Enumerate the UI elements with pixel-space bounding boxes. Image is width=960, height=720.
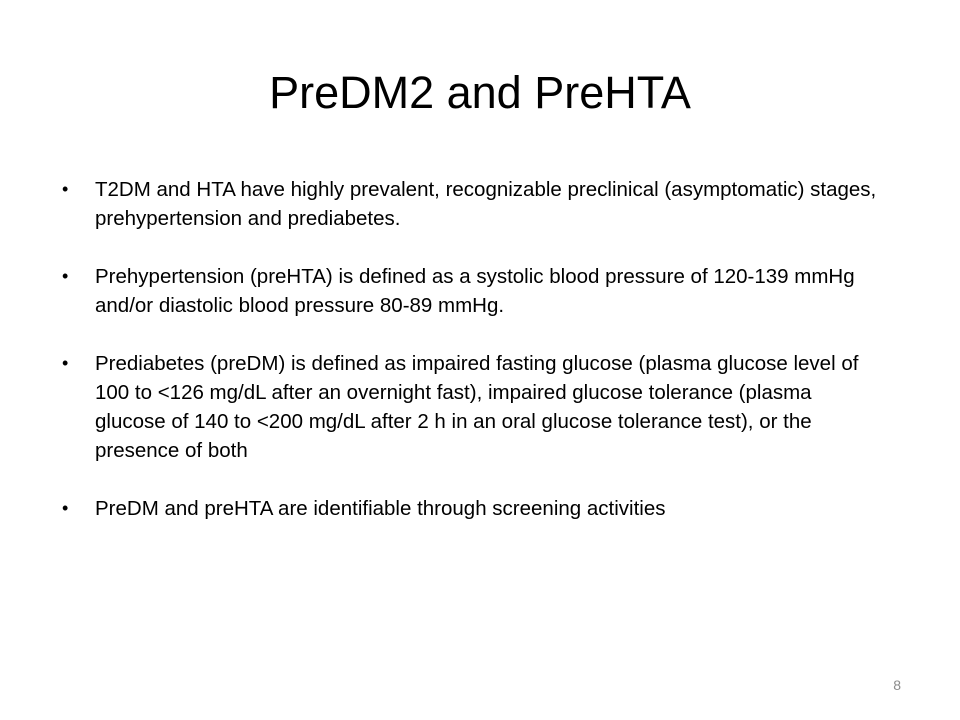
bullet-icon: • (62, 498, 69, 518)
bullet-item (62, 262, 882, 320)
bullet-item (62, 175, 882, 233)
bullet-icon: • (62, 353, 69, 373)
bullet-item (62, 349, 882, 465)
bullet-text: T2DM and HTA have highly prevalent, recognizable preclinical (asymptomatic) stages, prehypertension and prediabetes. (95, 178, 877, 230)
bullet-text: PreDM and preHTA are identifiable through screening activities (95, 497, 666, 520)
bullet-list (62, 175, 882, 552)
page-number: 8 (893, 677, 901, 693)
slide-title: PreDM2 and PreHTA (269, 67, 691, 118)
bullet-text: Prediabetes (preDM) is defined as impaired fasting glucose (plasma glucose level of 100 to <126 mg/dL after an overnight fast), impaired glucose tolerance (plasma glucose of 140 to <200 mg/dL after 2 h in an oral glucose tolerance test), or the presence of both (95, 352, 859, 462)
bullet-icon: • (62, 266, 69, 286)
bullet-item (62, 494, 882, 523)
bullet-icon: • (62, 179, 69, 199)
bullet-text: Prehypertension (preHTA) is defined as a systolic blood pressure of 120-139 mmHg and/or diastolic blood pressure 80-89 mmHg. (95, 265, 855, 317)
